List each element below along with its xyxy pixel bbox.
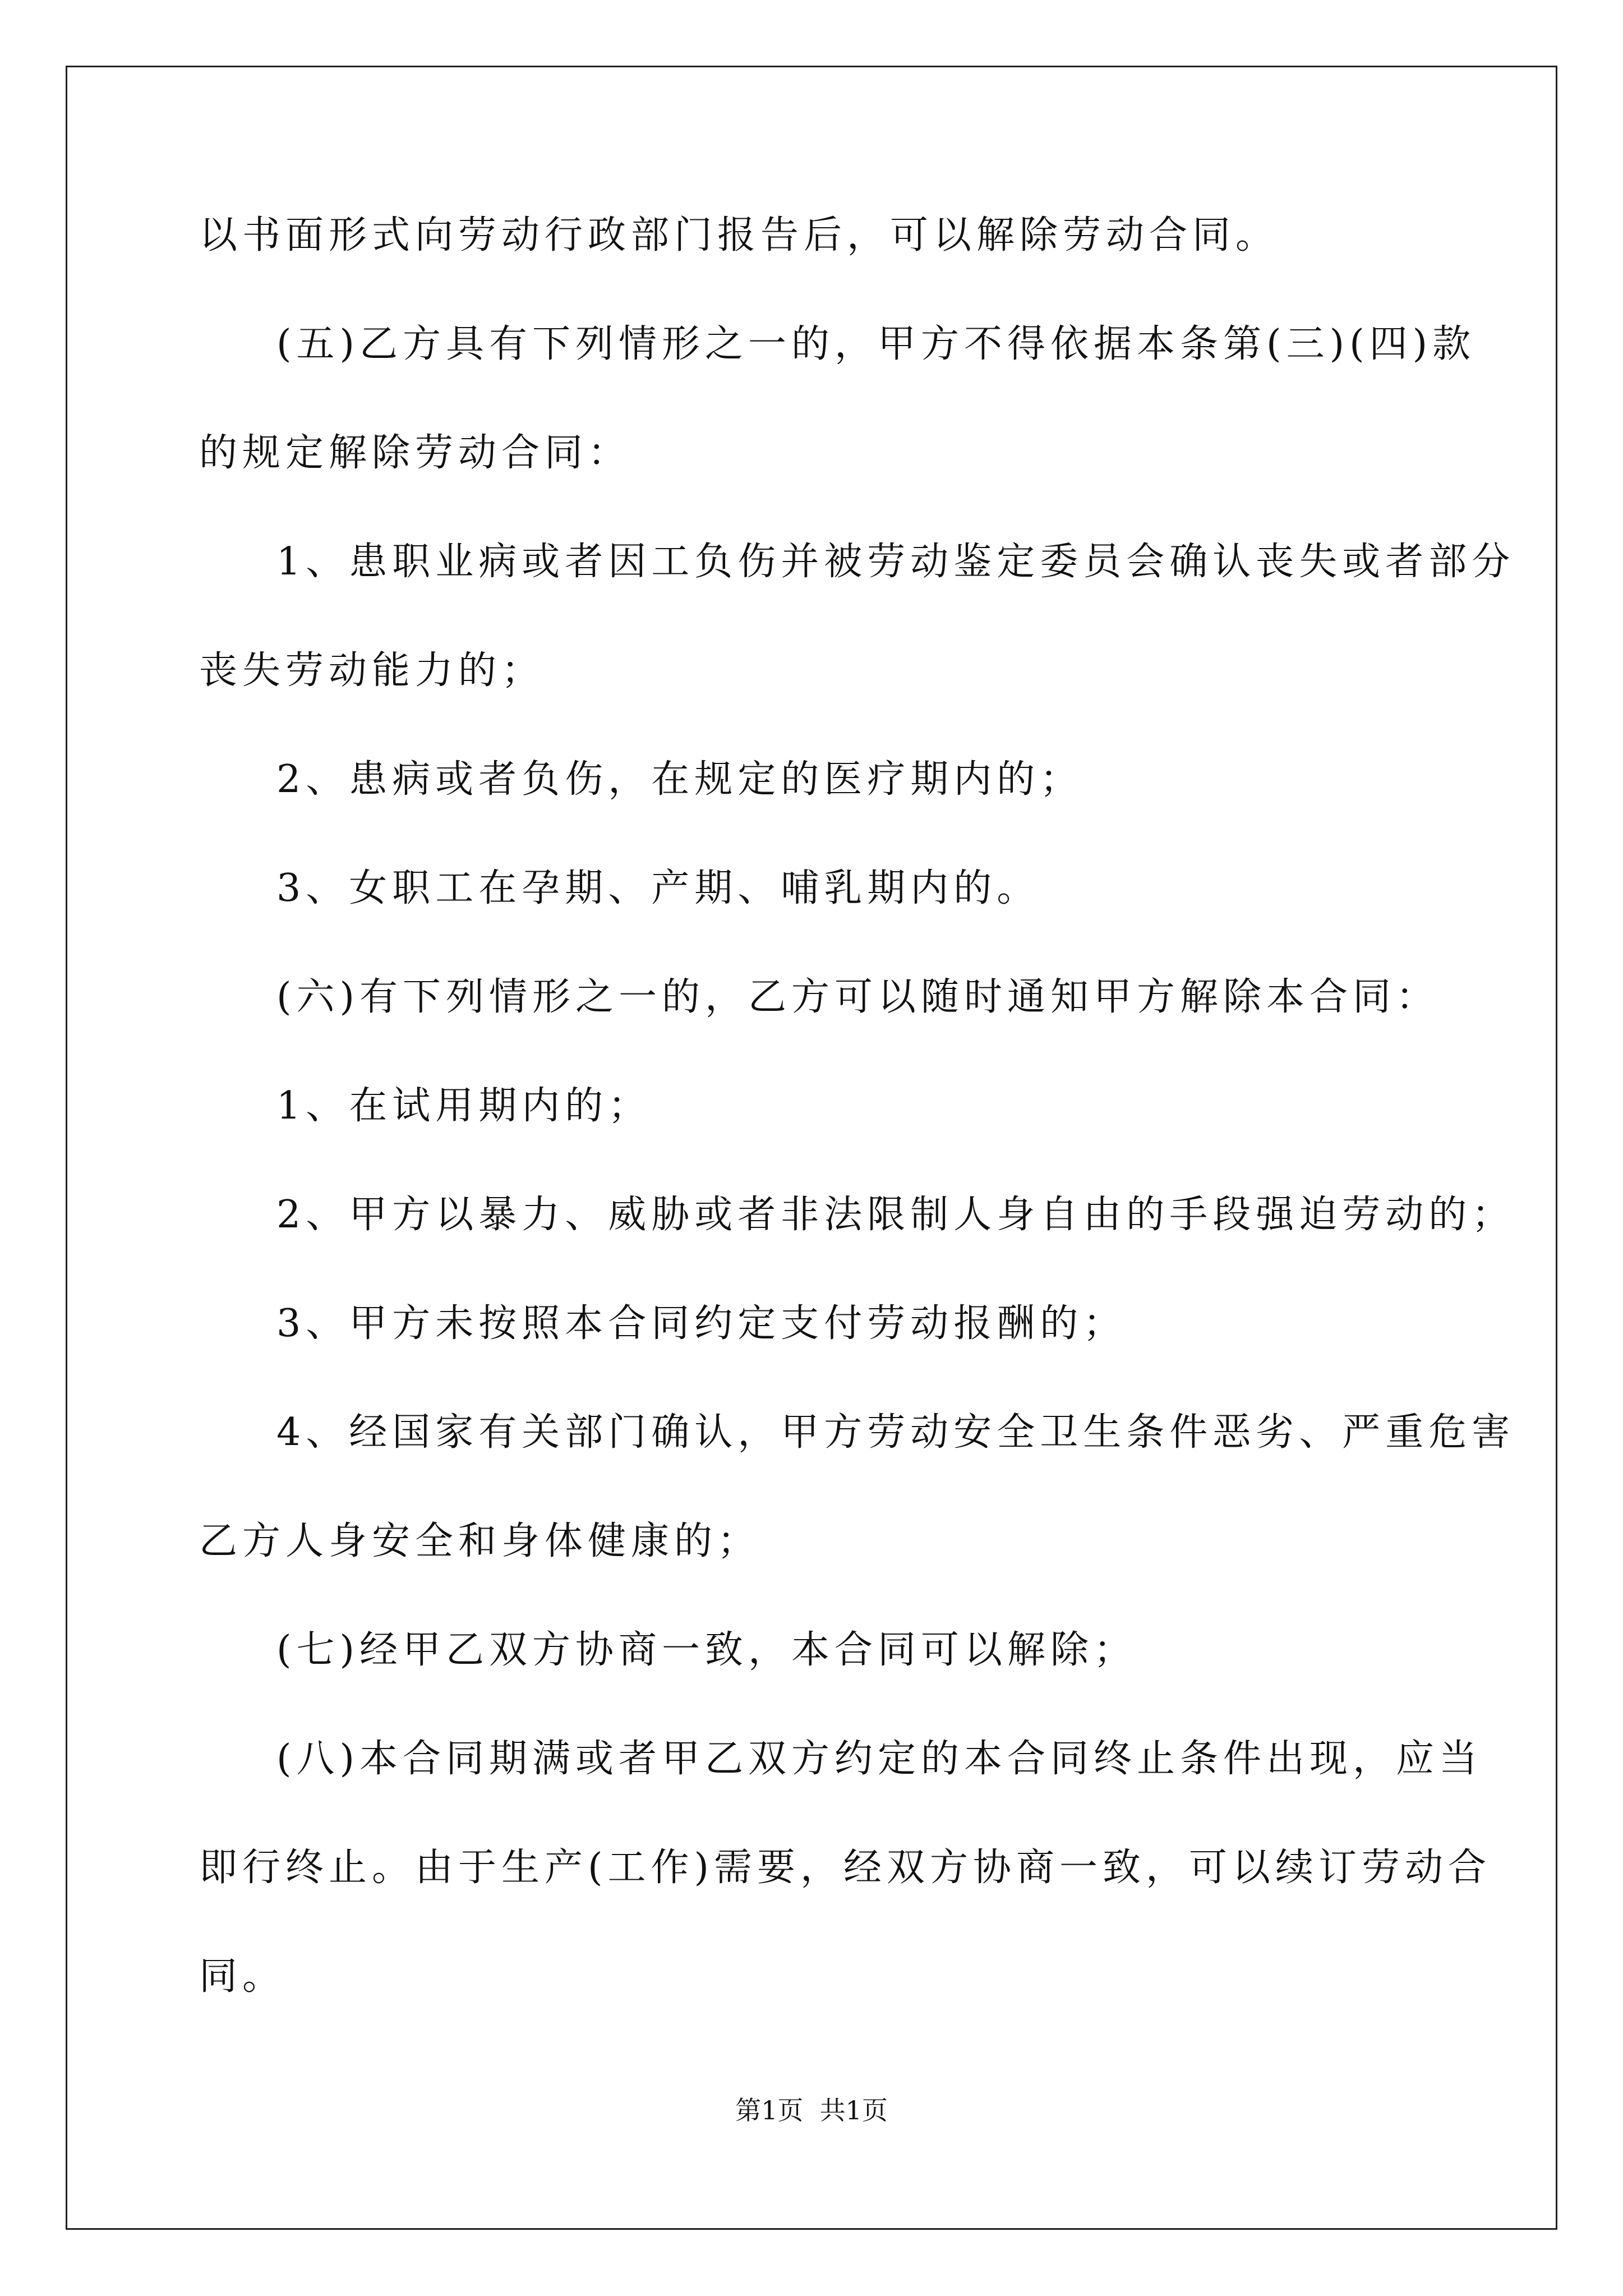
- text-line: 1、在试用期内的；: [276, 1084, 652, 1128]
- text-line: 乙方人身安全和身体健康的；: [199, 1519, 761, 1563]
- text-line: 即行终止。由于生产(工作)需要，经双方协商一致，可以续订劳动合: [199, 1846, 1492, 1890]
- text-line: 3、女职工在孕期、产期、哺乳期内的。: [276, 866, 1040, 910]
- page-number-label: 第1页 共1页: [735, 2095, 888, 2125]
- text-line: 2、患病或者负伤，在规定的医疗期内的；: [276, 757, 1083, 802]
- text-line: 丧失劳动能力的；: [199, 648, 545, 693]
- text-line: 的规定解除劳动合同：: [199, 431, 631, 475]
- text-line: 4、经国家有关部门确认，甲方劳动安全卫生条件恶劣、严重危害: [276, 1410, 1515, 1455]
- text-line: 3、甲方未按照本合同约定支付劳动报酬的；: [276, 1301, 1127, 1346]
- text-line: 同。: [199, 1954, 286, 1999]
- text-line: (八)本合同期满或者甲乙双方约定的本合同终止条件出现，应当: [276, 1737, 1483, 1781]
- text-line: 1、患职业病或者因工负伤并被劳动鉴定委员会确认丧失或者部分: [276, 540, 1515, 584]
- text-line: (七)经甲乙双方协商一致，本合同可以解除；: [276, 1628, 1137, 1672]
- text-line: (六)有下列情形之一的，乙方可以随时通知甲方解除本合同：: [276, 975, 1440, 1019]
- page-footer: [0, 2095, 1623, 2126]
- text-line: 以书面形式向劳动行政部门报告后，可以解除劳动合同。: [199, 213, 1279, 257]
- text-line: (五)乙方具有下列情形之一的，甲方不得依据本条第(三)(四)款: [276, 322, 1476, 366]
- page-border: [66, 66, 1557, 2230]
- text-line: 2、甲方以暴力、威胁或者非法限制人身自由的手段强迫劳动的；: [276, 1193, 1515, 1237]
